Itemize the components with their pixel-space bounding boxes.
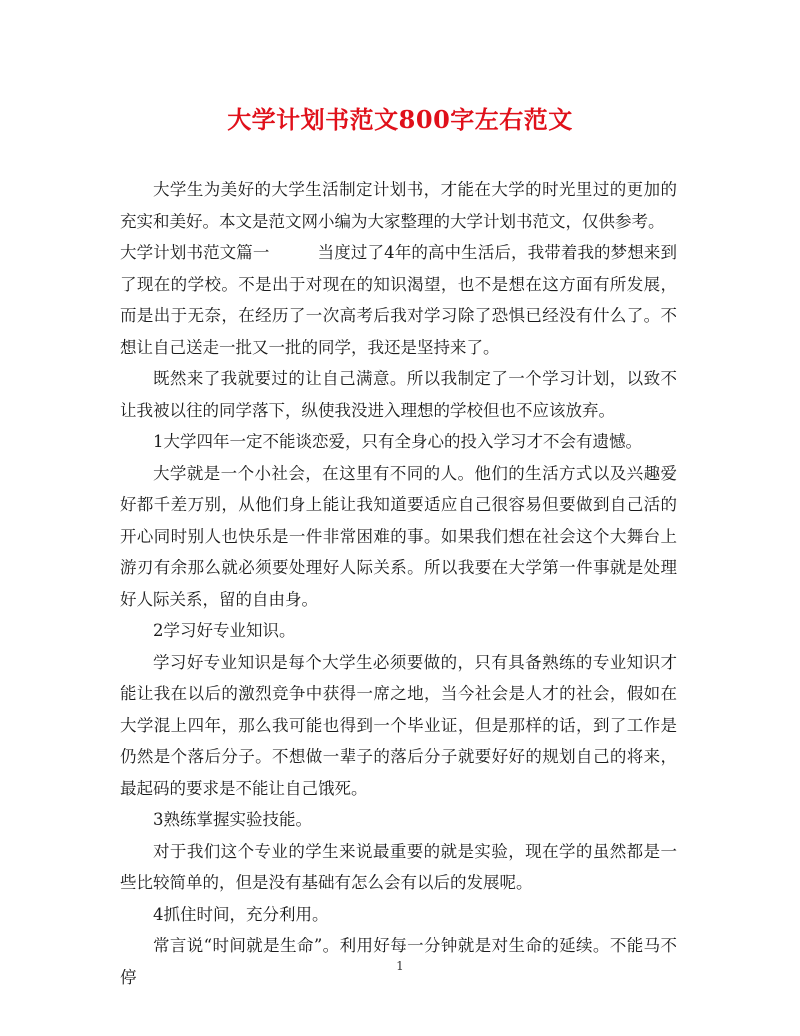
- body-paragraph: 既然来了我就要过的让自己满意。所以我制定了一个学习计划，以致不让我被以往的同学落下，纵使我没进入理想的学校但也不应该放弃。: [120, 369, 677, 420]
- section-label: 大学计划书范文篇一: [120, 243, 270, 262]
- page-number: 1: [396, 959, 404, 973]
- list-heading-2: 2学习好专业知识。: [153, 621, 296, 640]
- body-paragraph: 常言说“时间就是生命”。利用好每一分钟就是对生命的延续。不能马不停: [120, 936, 677, 987]
- list-heading-1: 1大学四年一定不能谈恋爱，只有全身心的投入学习才不会有遗憾。: [153, 432, 642, 451]
- section-text: 当度过了4年的高中生活后，我带着我的梦想来到了现在的学校。不是出于对现在的知识渴望，也不是想在这方面有所发展，而是出于无奈，在经历了一次高考后我对学习除了恐惧已经没有什么了。不想让自己送走一批又一批的同学，我还是坚持来了。: [120, 243, 678, 357]
- document-title: 大学计划书范文800字左右范文: [227, 105, 573, 134]
- document-body: [120, 170, 677, 993]
- list-heading-4: 4抓住时间，充分利用。: [153, 904, 329, 924]
- body-paragraph: 大学就是一个小社会，在这里有不同的人。他们的生活方式以及兴趣爱好都千差万别，从他们身上能让我知道要适应自己很容易但要做到自己活的开心同时别人也快乐是一件非常困难的事。如果我们想在社会这个大舞台上游刃有余那么就必须要处理好人际关系。所以我要在大学第一件事就是处理好人际关系，留的自由身。: [120, 463, 677, 609]
- intro-paragraph: 大学生为美好的大学生活制定计划书，才能在大学的时光里过的更加的充实和美好。本文是范文网小编为大家整理的大学计划书范文，仅供参考。: [120, 180, 677, 231]
- section-paragraph: [120, 237, 677, 363]
- list-heading-3: 3熟练掌握实验技能。: [153, 810, 312, 829]
- body-paragraph: 对于我们这个专业的学生来说最重要的就是实验，现在学的虽然都是一些比较简单的，但是没有基础有怎么会有以后的发展呢。: [120, 841, 677, 892]
- body-paragraph: 学习好专业知识是每个大学生必须要做的，只有具备熟练的专业知识才能让我在以后的激烈竞争中获得一席之地，当今社会是人才的社会，假如在大学混上四年，那么我可能也得到一个毕业证，但是那样的话，到了工作是仍然是个落后分子。不想做一辈子的落后分子就要好好的规划自己的将来，最起码的要求是不能让自己饿死。: [120, 652, 677, 798]
